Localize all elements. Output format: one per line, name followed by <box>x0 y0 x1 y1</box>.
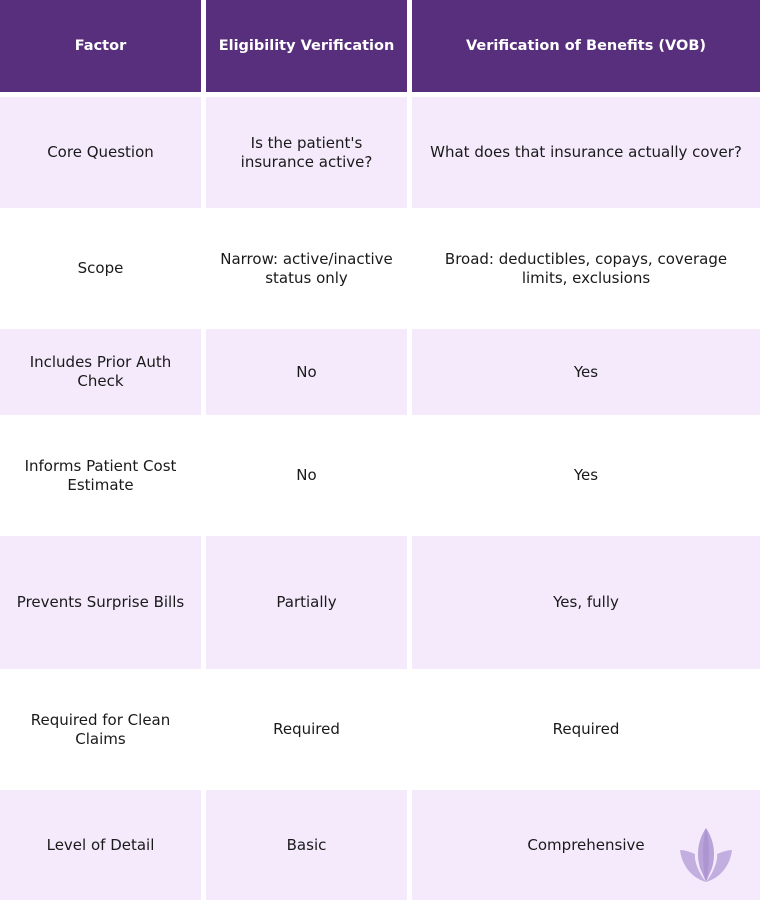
vob-cell: Yes <box>412 329 760 415</box>
header-eligibility: Eligibility Verification <box>206 0 407 92</box>
table-row <box>0 790 760 900</box>
factor-cell: Level of Detail <box>0 790 201 900</box>
table-row <box>0 415 760 536</box>
table-row <box>0 669 760 790</box>
eligibility-cell: No <box>206 415 407 536</box>
eligibility-cell: Partially <box>206 536 407 669</box>
eligibility-cell: Is the patient's insurance active? <box>206 97 407 208</box>
table-row <box>0 208 760 329</box>
factor-cell: Required for Clean Claims <box>0 669 201 790</box>
header-factor: Factor <box>0 0 201 92</box>
eligibility-cell: Narrow: active/inactive status only <box>206 208 407 329</box>
factor-cell: Scope <box>0 208 201 329</box>
eligibility-cell: Basic <box>206 790 407 900</box>
table-header <box>0 0 760 92</box>
table-row <box>0 329 760 415</box>
table-row <box>0 536 760 669</box>
vob-cell: Yes <box>412 415 760 536</box>
factor-cell: Core Question <box>0 97 201 208</box>
vob-cell: Broad: deductibles, copays, coverage limits, exclusions <box>412 208 760 329</box>
lotus-icon <box>678 826 734 884</box>
vob-cell: Required <box>412 669 760 790</box>
factor-cell: Informs Patient Cost Estimate <box>0 415 201 536</box>
table-row <box>0 97 760 208</box>
vob-cell: What does that insurance actually cover? <box>412 97 760 208</box>
eligibility-cell: No <box>206 329 407 415</box>
header-vob: Verification of Benefits (VOB) <box>412 0 760 92</box>
vob-cell: Comprehensive <box>412 790 760 900</box>
factor-cell: Includes Prior Auth Check <box>0 329 201 415</box>
vob-cell: Yes, fully <box>412 536 760 669</box>
factor-cell: Prevents Surprise Bills <box>0 536 201 669</box>
eligibility-cell: Required <box>206 669 407 790</box>
